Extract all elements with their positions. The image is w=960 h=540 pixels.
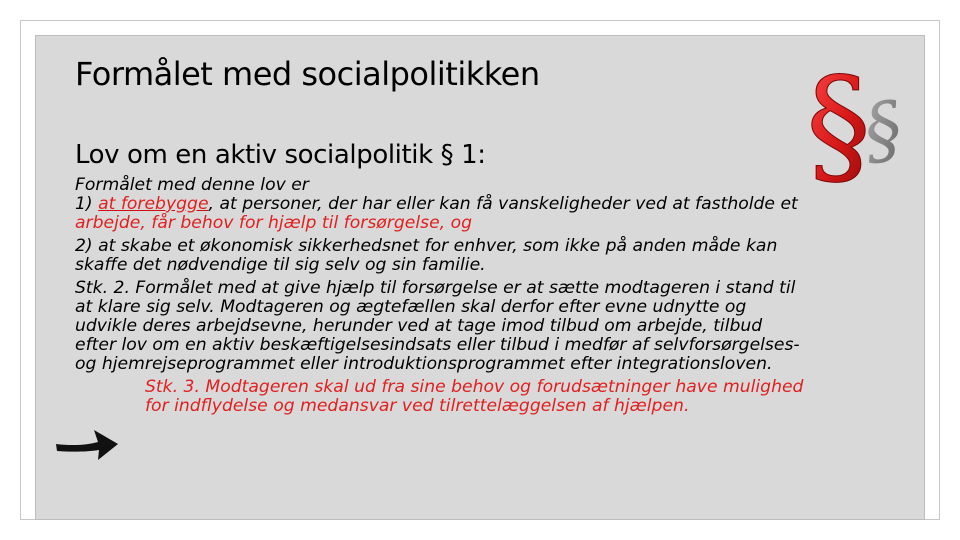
svg-text:§: § — [806, 50, 871, 190]
stk-2-line-1: Stk. 2. Formålet med at give hjælp til forsørgelse er at sætte modtageren i stand til — [75, 278, 796, 298]
item-1-number: 1) — [75, 194, 99, 214]
slide-subtitle: Lov om en aktiv socialpolitik § 1: — [75, 140, 486, 170]
stk-2-line-4: efter lov om en aktiv beskæftigelsesindsats eller tilbud i medfør af selvforsørgelses- — [75, 335, 800, 355]
law-text — [75, 176, 895, 416]
section-sign-icon — [806, 50, 916, 190]
forebygge-highlight: at forebygge — [98, 194, 209, 214]
item-1-line-1 — [75, 195, 895, 214]
slide-title: Formålet med socialpolitikken — [75, 55, 540, 93]
stk-3 — [145, 378, 895, 416]
svg-text:§: § — [858, 85, 908, 176]
item-1-text: , at personer, der har eller kan få vanskeligheder ved at fastholde et — [208, 194, 798, 214]
intro-line: Formålet med denne lov er — [75, 175, 309, 195]
item-2-line-1: 2) at skabe et økonomisk sikkerhedsnet for enhver, som ikke på anden måde kan — [75, 236, 778, 256]
item-1-line-2: arbejde, får behov for hjælp til forsørgelse, og — [75, 213, 472, 233]
right-arrow-icon — [54, 420, 120, 462]
stk-3-line-1: Stk. 3. Modtageren skal ud fra sine behov og forudsætninger have mulighed — [145, 377, 804, 397]
stk-2-line-2: at klare sig selv. Modtageren og ægtefællen skal derfor efter evne udnytte og — [75, 297, 747, 317]
item-2-line-2: skaffe det nødvendige til sig selv og sin familie. — [75, 255, 486, 275]
stk-2-line-5: og hjemrejseprogrammet eller introduktionsprogrammet efter integrationsloven. — [75, 354, 773, 374]
stk-2-line-3: udvikle deres arbejdsevne, herunder ved at tage imod tilbud om arbejde, tilbud — [75, 316, 763, 336]
stk-3-line-2: for indflydelse og medansvar ved tilrettelæggelsen af hjælpen. — [145, 396, 690, 416]
